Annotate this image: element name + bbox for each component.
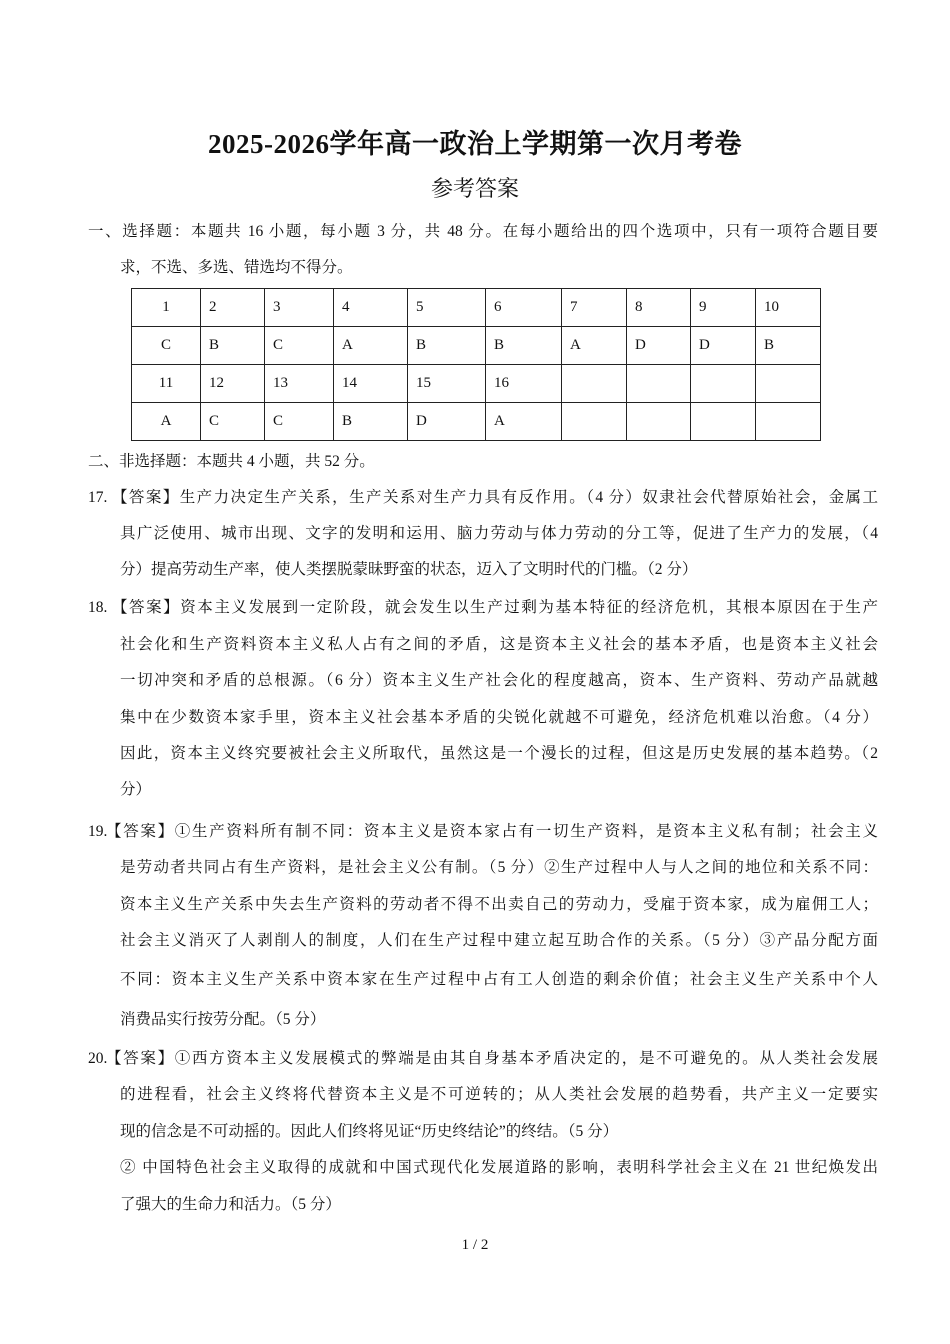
table-cell: D (627, 327, 691, 365)
table-cell: B (486, 327, 562, 365)
answer-text-line: 具广泛使用、城市出现、文字的发明和运用、脑力劳动与体力劳动的分工等，促进了生产力的发展，（4 (120, 525, 878, 542)
answer-text-line: ② 中国特色社会主义取得的成就和中国式现代化发展道路的影响，表明科学社会主义在 21 世纪焕发出 (120, 1159, 878, 1176)
answer-text-line: 的进程看，社会主义终将代替资本主义是不可逆转的；从人类社会发展的趋势看，共产主义一定要实 (120, 1086, 878, 1103)
answer-text-line: 消费品实行按劳分配。（5 分） (120, 1011, 326, 1028)
table-cell: 9 (691, 289, 756, 327)
table-cell: 12 (201, 365, 265, 403)
table-cell: C (265, 327, 334, 365)
table-cell: A (334, 327, 408, 365)
table-cell (562, 403, 627, 441)
table-cell: B (408, 327, 486, 365)
table-cell: B (201, 327, 265, 365)
answer-text-line: 社会主义消灭了人剥削人的制度，人们在生产过程中建立起互助合作的关系。（5 分）③产品分配方面 (120, 932, 878, 949)
answer-text-line: 集中在少数资本家手里，资本主义社会基本矛盾的尖锐化就越不可避免，经济危机难以治愈。（4 分） (120, 709, 878, 726)
table-cell (627, 365, 691, 403)
table-cell: 4 (334, 289, 408, 327)
document-subtitle: 参考答案 (430, 176, 519, 201)
table-cell: B (334, 403, 408, 441)
table-cell: C (132, 327, 201, 365)
table-cell: 1 (132, 289, 201, 327)
answer-text-line: 是劳动者共同占有生产资料，是社会主义公有制。（5 分）②生产过程中人与人之间的地位和关系不同： (120, 859, 878, 876)
table-cell: 11 (132, 365, 201, 403)
table-cell (756, 365, 821, 403)
page-number: 1 / 2 (461, 1237, 489, 1253)
table-row (132, 403, 821, 441)
answer-text-line: 【答案】生产力决定生产关系，生产关系对生产力具有反作用。（4 分）奴隶社会代替原始社会，金属工 (112, 489, 878, 506)
answer-text-line: 因此，资本主义终究要被社会主义所取代，虽然这是一个漫长的过程，但这是历史发展的基本趋势。（2 (120, 745, 878, 762)
question-number: 20. (88, 1050, 108, 1067)
table-cell: D (691, 327, 756, 365)
table-cell (756, 403, 821, 441)
answer-text-line: 【答案】①西方资本主义发展模式的弊端是由其自身基本矛盾决定的，是不可避免的。从人类社会发展 (106, 1050, 878, 1067)
question-number: 19. (88, 823, 108, 840)
document-title: 2025-2026学年高一政治上学期第一次月考卷 (208, 129, 742, 159)
question-number: 17. (88, 489, 108, 506)
answer-text-line: 【答案】①生产资料所有制不同：资本主义是资本家占有一切生产资料，是资本主义私有制；社会主义 (106, 823, 878, 840)
table-cell: A (562, 327, 627, 365)
table-row (132, 327, 821, 365)
table-cell (691, 365, 756, 403)
answer-text-line: 分） (120, 781, 152, 798)
table-row (132, 289, 821, 327)
table-cell: B (756, 327, 821, 365)
table-cell: C (265, 403, 334, 441)
table-cell: 10 (756, 289, 821, 327)
table-cell: 16 (486, 365, 562, 403)
answer-text-line: 现的信念是不可动摇的。因此人们终将见证“历史终结论”的终结。（5 分） (120, 1123, 619, 1140)
table-row (132, 365, 821, 403)
answer-text-line: 【答案】资本主义发展到一定阶段，就会发生以生产过剩为基本特征的经济危机，其根本原因在于生产 (112, 599, 878, 616)
answer-table (131, 288, 821, 441)
table-cell: 15 (408, 365, 486, 403)
section2-heading: 二、非选择题：本题共 4 小题，共 52 分。 (88, 453, 375, 470)
section1-text: 求，不选、多选、错选均不得分。 (120, 259, 353, 276)
answer-text-line: 不同：资本主义生产关系中资本家在生产过程中占有工人创造的剩余价值；社会主义生产关系中个人 (120, 971, 878, 988)
table-cell: A (486, 403, 562, 441)
answer-text-line: 资本主义生产关系中失去生产资料的劳动者不得不出卖自己的劳动力，受雇于资本家，成为雇佣工人； (120, 896, 878, 913)
table-cell: 3 (265, 289, 334, 327)
table-cell: D (408, 403, 486, 441)
table-cell (562, 365, 627, 403)
question-number: 18. (88, 599, 108, 616)
answer-text-line: 一切冲突和矛盾的总根源。（6 分）资本主义生产社会化的程度越高，资本、生产资料、劳动产品就越 (120, 672, 878, 689)
table-cell (691, 403, 756, 441)
table-cell: 7 (562, 289, 627, 327)
table-cell: C (201, 403, 265, 441)
table-cell (627, 403, 691, 441)
answer-text-line: 分）提高劳动生产率，使人类摆脱蒙昧野蛮的状态，迈入了文明时代的门槛。（2 分） (120, 561, 698, 578)
table-cell: 8 (627, 289, 691, 327)
table-cell: 2 (201, 289, 265, 327)
answer-text-line: 社会化和生产资料资本主义私人占有之间的矛盾，这是资本主义社会的基本矛盾，也是资本主义社会 (120, 636, 878, 653)
table-cell: 13 (265, 365, 334, 403)
section1-text: 一、选择题：本题共 16 小题，每小题 3 分，共 48 分。在每小题给出的四个选项中，只有一项符合题目要 (88, 223, 878, 240)
answer-text-line: 了强大的生命力和活力。（5 分） (120, 1196, 341, 1213)
table-cell: 5 (408, 289, 486, 327)
table-cell: 6 (486, 289, 562, 327)
table-cell: A (132, 403, 201, 441)
table-cell: 14 (334, 365, 408, 403)
